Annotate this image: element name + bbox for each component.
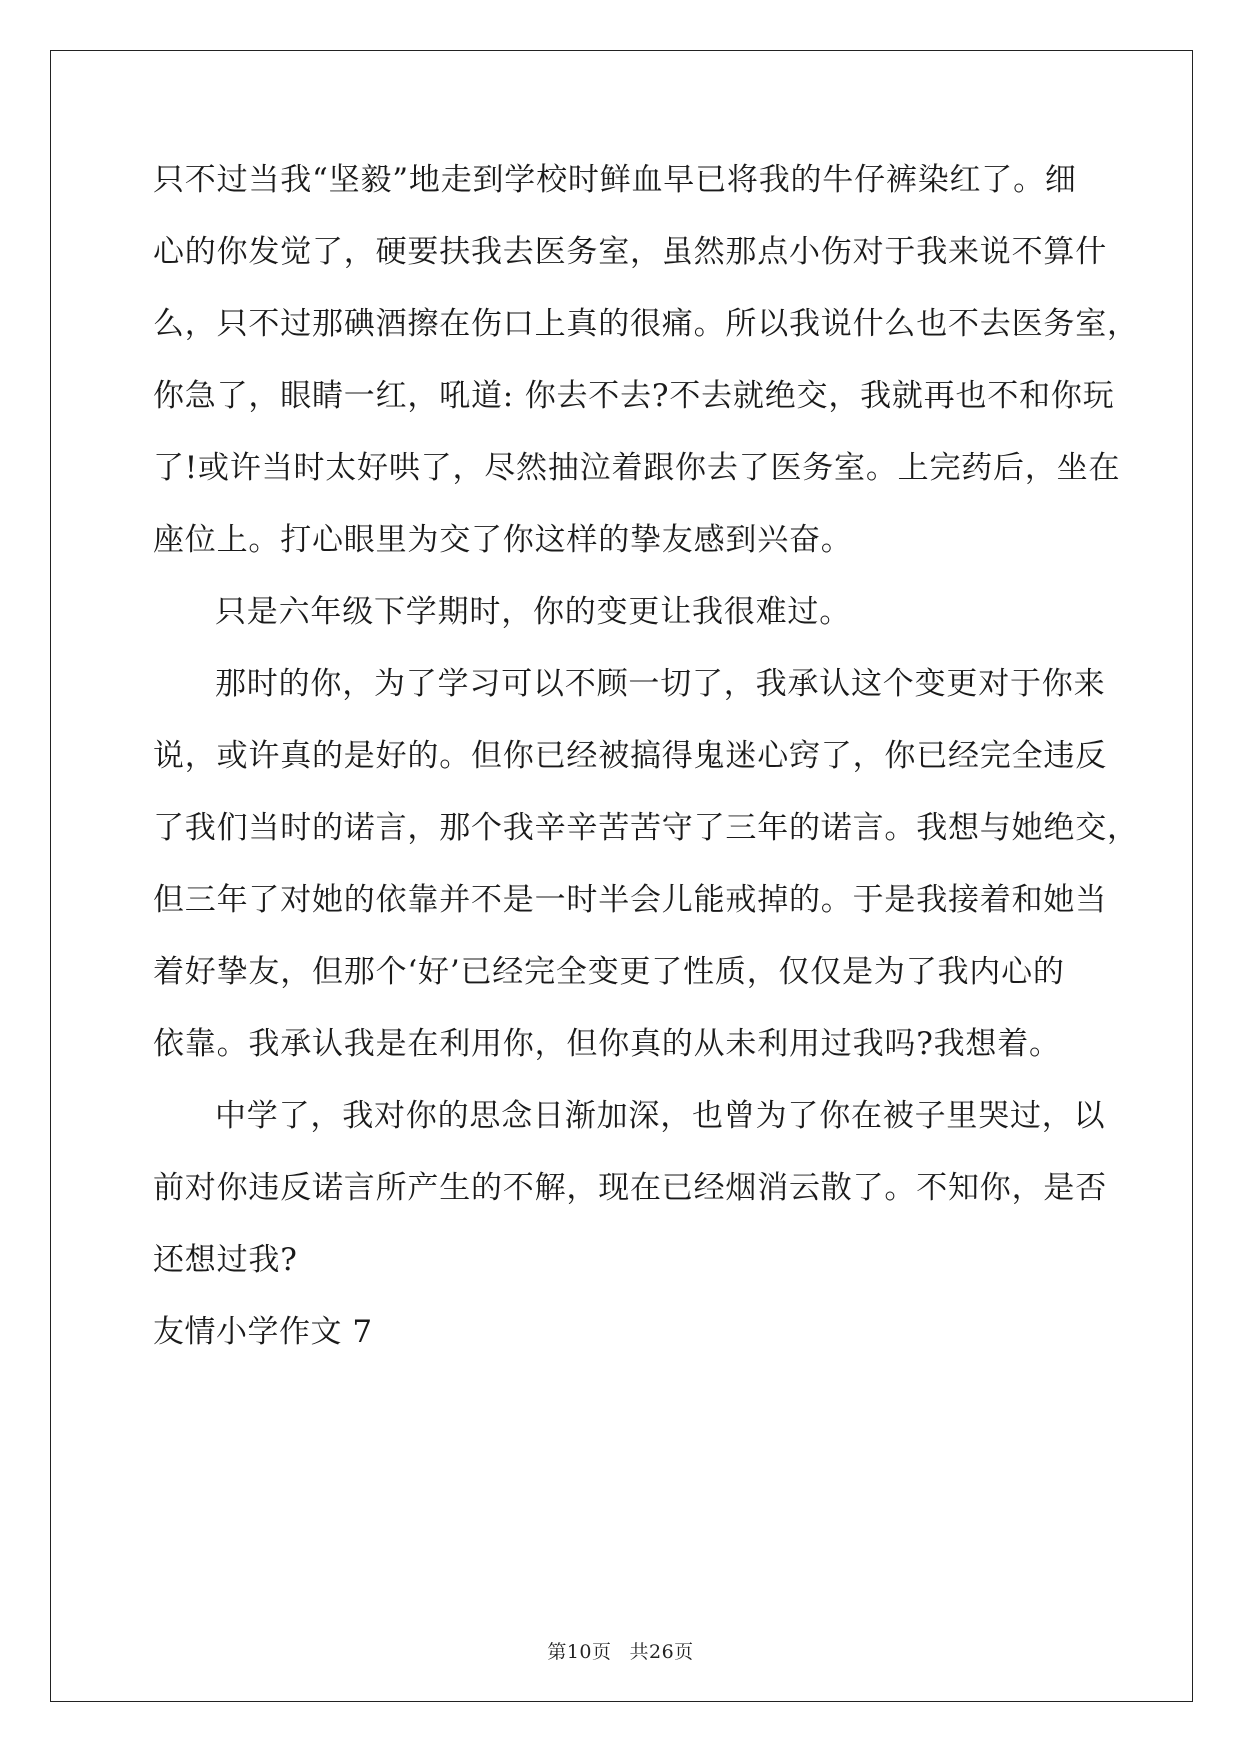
section-heading: 友情小学作文 7 <box>153 1314 373 1350</box>
page-number: 第10页 <box>547 1641 612 1663</box>
text-line: 依靠。我承认我是在利用你，但你真的从未利用过我吗?我想着。 <box>153 1026 1061 1062</box>
text-line: 只不过当我“坚毅”地走到学校时鲜血早已将我的牛仔裤染红了。细 <box>153 162 1077 198</box>
text-line: 但三年了对她的依靠并不是一时半会儿能戒掉的。于是我接着和她当 <box>153 882 1107 918</box>
text-line: 心的你发觉了，硬要扶我去医务室，虽然那点小伤对于我来说不算什 <box>153 234 1107 270</box>
text-line: 中学了，我对你的思念日渐加深，也曾为了你在被子里哭过，以 <box>215 1098 1106 1134</box>
text-line: 前对你违反诺言所产生的不解，现在已经烟消云散了。不知你，是否 <box>153 1170 1107 1206</box>
page-footer <box>0 1640 1241 1664</box>
text-line: 还想过我? <box>153 1242 298 1278</box>
text-line: 了!或许当时太好哄了，尽然抽泣着跟你去了医务室。上完药后，坐在 <box>153 450 1121 486</box>
text-line: 着好挚友，但那个‘好’已经完全变更了性质，仅仅是为了我内心的 <box>153 954 1065 990</box>
page-total: 共26页 <box>629 1641 694 1663</box>
text-line: 只是六年级下学期时，你的变更让我很难过。 <box>215 594 851 630</box>
text-line: 了我们当时的诺言，那个我辛辛苦苦守了三年的诺言。我想与她绝交， <box>153 810 1139 846</box>
text-line: 么，只不过那碘酒擦在伤口上真的很痛。所以我说什么也不去医务室， <box>153 306 1139 342</box>
text-line: 座位上。打心眼里为交了你这样的挚友感到兴奋。 <box>153 522 853 558</box>
page-border <box>50 50 1193 1702</box>
text-line: 你急了，眼睛一红，吼道: 你去不去?不去就绝交，我就再也不和你玩 <box>153 378 1115 414</box>
text-line: 那时的你，为了学习可以不顾一切了，我承认这个变更对于你来 <box>215 666 1106 702</box>
text-line: 说，或许真的是好的。但你已经被搞得鬼迷心窍了，你已经完全违反 <box>153 738 1107 774</box>
